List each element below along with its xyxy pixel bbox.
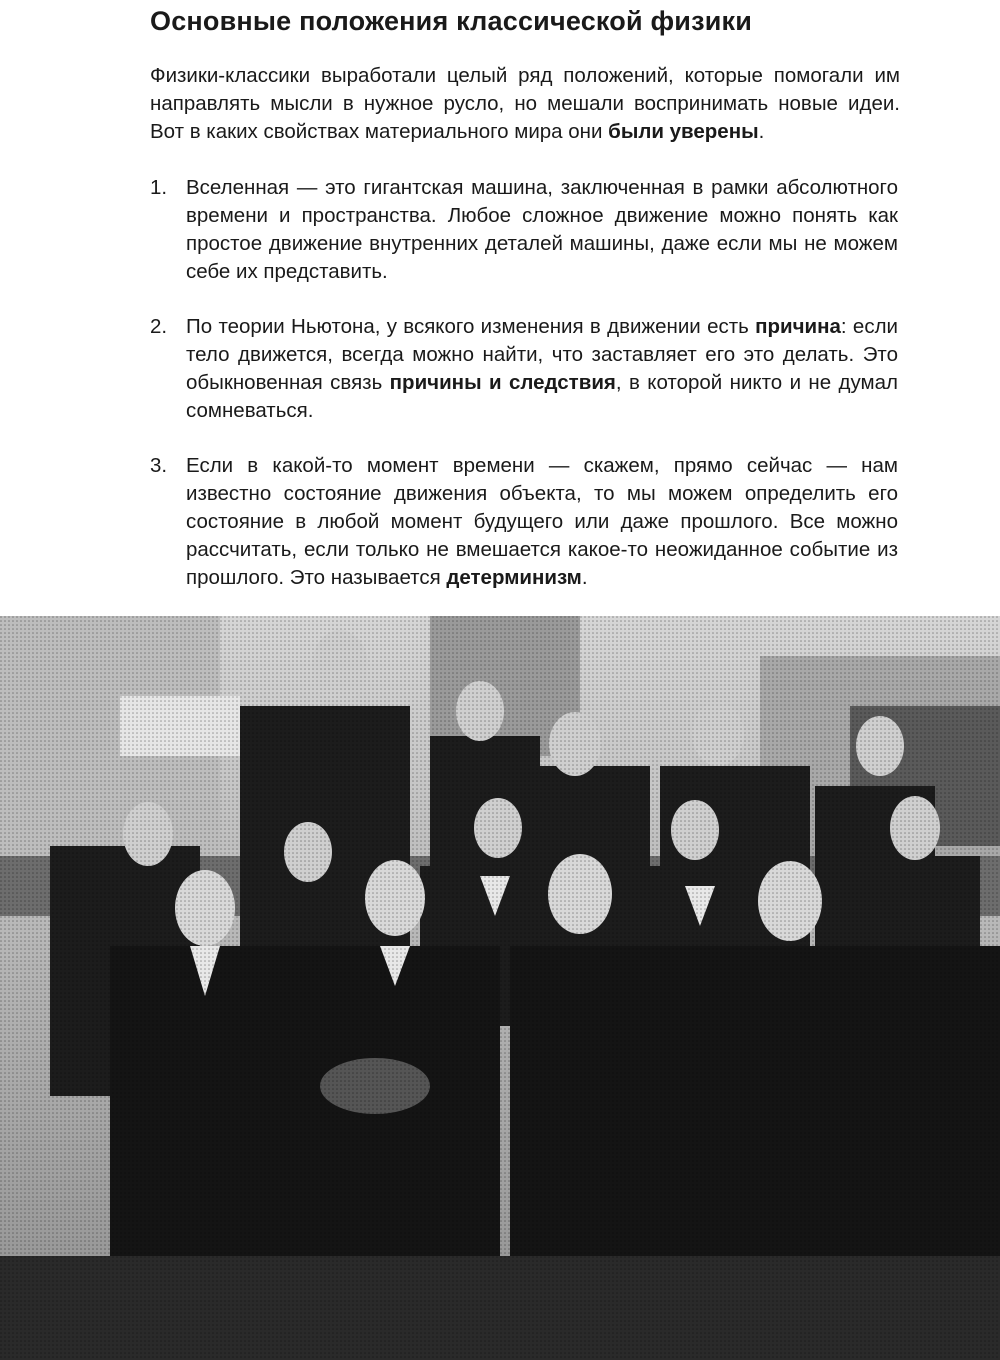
intro-bold: были уверены xyxy=(608,120,759,143)
list-text-2-p1: По теории Ньютона, у всякого изменения в движении есть xyxy=(186,315,756,338)
list-text-1 xyxy=(186,174,898,286)
list-number-2: 2. xyxy=(150,315,168,338)
intro-text: Физики-классики выработали целый ряд положений, которые помогали им направлять мысли в нужное русло, но мешали воспринимать новые идеи. Вот в каких свойствах материального мира они xyxy=(150,64,900,143)
list-text-3-p2: . xyxy=(581,566,588,589)
group-photo-illustration xyxy=(0,616,1000,1360)
list-text-3-bold1: детерминизм xyxy=(446,566,582,589)
page-heading: Основные положения классической физики xyxy=(150,6,753,36)
list-number-3: 3. xyxy=(150,454,168,477)
list-text-2-p2: : если тело движется, всегда можно найти, что заставляет его это делать. Это обыкновенная связь xyxy=(186,315,898,394)
list-text-1-p1: Вселенная — это гигантская машина, заключенная в рамки абсолютного времени и пространства. Любое сложное движение можно понять как простое движение внутренних деталей машины, даже если мы не можем себе их представить. xyxy=(186,176,898,283)
list-item-3 xyxy=(150,452,900,592)
group-photo xyxy=(0,616,1000,1360)
list-item-1 xyxy=(150,174,900,286)
list-text-2-bold2: причины и следствия xyxy=(389,371,616,394)
list-number-1: 1. xyxy=(150,176,168,199)
list-text-2 xyxy=(186,313,898,425)
list-text-3-p1: Если в какой-то момент времени — скажем, прямо сейчас — нам известно состояние движения объекта, то мы можем определить его состояние в любой момент будущего или даже прошлого. Все можно рассчитать, если только не вмешается какое-то неожиданное событие из прошлого. Это называется xyxy=(186,454,898,589)
list-text-3 xyxy=(186,452,898,592)
list-text-2-bold1: причина xyxy=(755,315,841,338)
list-item-2 xyxy=(150,313,900,425)
intro-after: . xyxy=(758,120,765,143)
list-text-2-p3: , в которой никто и не думал сомневаться. xyxy=(186,371,898,422)
intro-paragraph xyxy=(150,62,900,146)
